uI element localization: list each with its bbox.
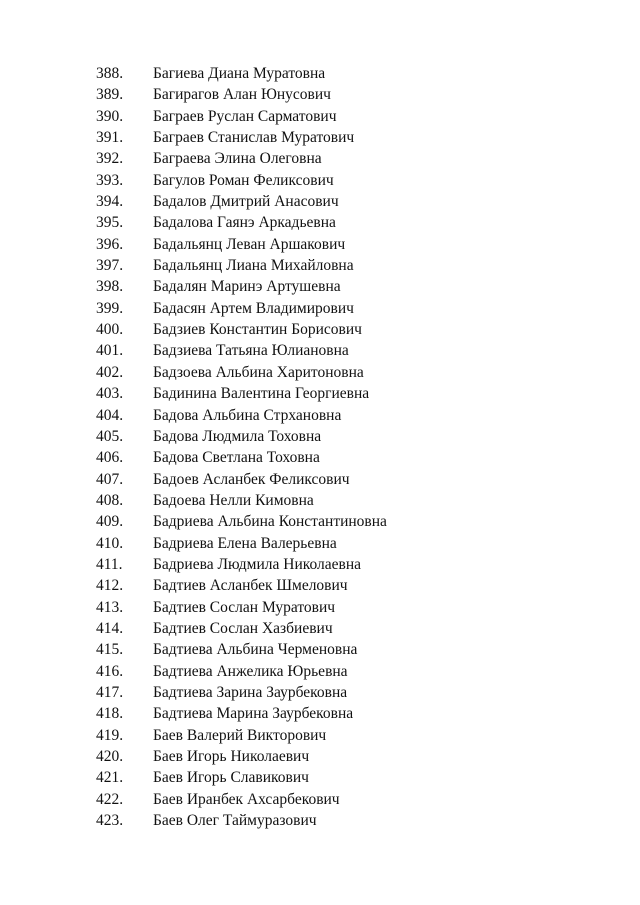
list-item [0, 340, 640, 361]
list-item [0, 575, 640, 596]
entry-number: 392. [96, 150, 124, 168]
entry-name: Баев Игорь Николаевич [153, 748, 310, 765]
entry-number: 402. [96, 363, 124, 381]
entry-number: 410. [96, 534, 124, 552]
entry-number: 401. [96, 342, 124, 360]
entry-name: Бадтиева Зарина Заурбековна [153, 683, 348, 701]
entry-number: 400. [96, 321, 124, 339]
entry-name: Бадальянц Лиана Михайловна [153, 257, 354, 275]
entry-name: Бадоев Асланбек Феликсович [153, 470, 350, 488]
entry-number: 391. [96, 129, 124, 147]
entry-name: Бадалова Гаянэ Аркадьевна [153, 214, 336, 232]
entry-number: 412. [96, 577, 124, 595]
entry-name: Бадриева Елена Валерьевна [153, 534, 337, 552]
entry-name: Бадзиева Татьяна Юлиановна [153, 342, 349, 360]
entry-name: Багиева Диана Муратовна [153, 65, 326, 82]
entry-name: Бадасян Артем Владимирович [153, 299, 354, 317]
entry-name: Бадриева Альбина Константиновна [153, 513, 387, 531]
entry-number: 411. [96, 555, 123, 573]
entry-number: 397. [96, 257, 124, 275]
list-item [0, 767, 640, 788]
entry-number: 395. [96, 214, 124, 232]
list-item [0, 725, 640, 746]
list-item [0, 170, 640, 191]
entry-name: Бадзоева Альбина Харитоновна [153, 363, 364, 381]
entry-name: Бадриева Людмила Николаевна [153, 555, 362, 573]
entry-number: 388. [96, 65, 124, 82]
list-item [0, 191, 640, 212]
entry-name: Баев Олег Таймуразович [153, 812, 317, 830]
entry-number: 418. [96, 705, 124, 723]
entry-number: 405. [96, 427, 124, 445]
list-item [0, 255, 640, 276]
list-item [0, 682, 640, 703]
list-item [0, 426, 640, 447]
entry-number: 394. [96, 193, 124, 211]
entry-number: 390. [96, 107, 124, 125]
list-item [0, 639, 640, 660]
entry-number: 415. [96, 641, 124, 659]
entry-name: Бадинина Валентина Георгиевна [153, 385, 370, 403]
list-item [0, 810, 640, 831]
list-item [0, 597, 640, 618]
list-item [0, 84, 640, 105]
list-item [0, 703, 640, 724]
list-item [0, 298, 640, 319]
list-item [0, 533, 640, 554]
entry-number: 404. [96, 406, 124, 424]
list-item [0, 127, 640, 148]
entry-number: 399. [96, 299, 124, 317]
entry-number: 409. [96, 513, 124, 531]
list-item [0, 362, 640, 383]
list-item [0, 405, 640, 426]
entry-number: 393. [96, 171, 124, 189]
entry-name: Бадтиев Сослан Муратович [153, 598, 336, 616]
list-item [0, 106, 640, 127]
name-list [0, 63, 640, 831]
entry-name: Бадтиев Асланбек Шмелович [153, 577, 348, 595]
entry-number: 422. [96, 790, 124, 808]
entry-name: Багулов Роман Феликсович [153, 171, 334, 189]
entry-name: Бадальянц Леван Аршакович [153, 235, 346, 253]
entry-number: 398. [96, 278, 124, 296]
entry-number: 389. [96, 86, 124, 104]
entry-name: Баев Игорь Славикович [153, 769, 309, 787]
entry-number: 396. [96, 235, 124, 253]
list-item [0, 746, 640, 767]
list-item [0, 490, 640, 511]
entry-name: Бадова Альбина Стрхановна [153, 406, 342, 424]
entry-name: Баграев Станислав Муратович [153, 129, 355, 147]
entry-name: Бадзиев Константин Борисович [153, 321, 362, 339]
entry-name: Бадалян Маринэ Артушевна [153, 278, 341, 296]
entry-number: 413. [96, 598, 124, 616]
entry-number: 403. [96, 385, 124, 403]
list-item [0, 63, 640, 84]
list-item [0, 554, 640, 575]
entry-name: Бадоева Нелли Кимовна [153, 491, 314, 509]
entry-name: Бадова Светлана Тоховна [153, 449, 320, 467]
entry-name: Баграев Руслан Сарматович [153, 107, 337, 125]
entry-number: 423. [96, 812, 124, 830]
list-item [0, 618, 640, 639]
entry-name: Баев Валерий Викторович [153, 726, 327, 744]
entry-name: Баев Иранбек Ахсарбекович [153, 790, 340, 808]
entry-name: Бадалов Дмитрий Анасович [153, 193, 339, 211]
entry-number: 420. [96, 748, 124, 765]
list-item [0, 789, 640, 810]
entry-name: Бадова Людмила Тоховна [153, 427, 322, 445]
entry-number: 407. [96, 470, 124, 488]
list-item [0, 511, 640, 532]
entry-name: Бадтиева Марина Заурбековна [153, 705, 354, 723]
list-item [0, 383, 640, 404]
list-item [0, 276, 640, 297]
list-item [0, 212, 640, 233]
entry-name: Бадтиева Альбина Черменовна [153, 641, 358, 659]
list-item [0, 319, 640, 340]
entry-number: 408. [96, 491, 124, 509]
entry-number: 419. [96, 726, 124, 744]
entry-number: 406. [96, 449, 124, 467]
list-item [0, 661, 640, 682]
entry-number: 417. [96, 683, 124, 701]
list-item [0, 469, 640, 490]
entry-name: Багирагов Алан Юнусович [153, 86, 331, 104]
entry-number: 421. [96, 769, 124, 787]
list-item [0, 234, 640, 255]
entry-name: Бадтиев Сослан Хазбиевич [153, 619, 333, 637]
entry-number: 414. [96, 619, 124, 637]
entry-name: Баграева Элина Олеговна [153, 150, 322, 168]
list-item [0, 148, 640, 169]
list-item [0, 447, 640, 468]
entry-number: 416. [96, 662, 124, 680]
entry-name: Бадтиева Анжелика Юрьевна [153, 662, 348, 680]
